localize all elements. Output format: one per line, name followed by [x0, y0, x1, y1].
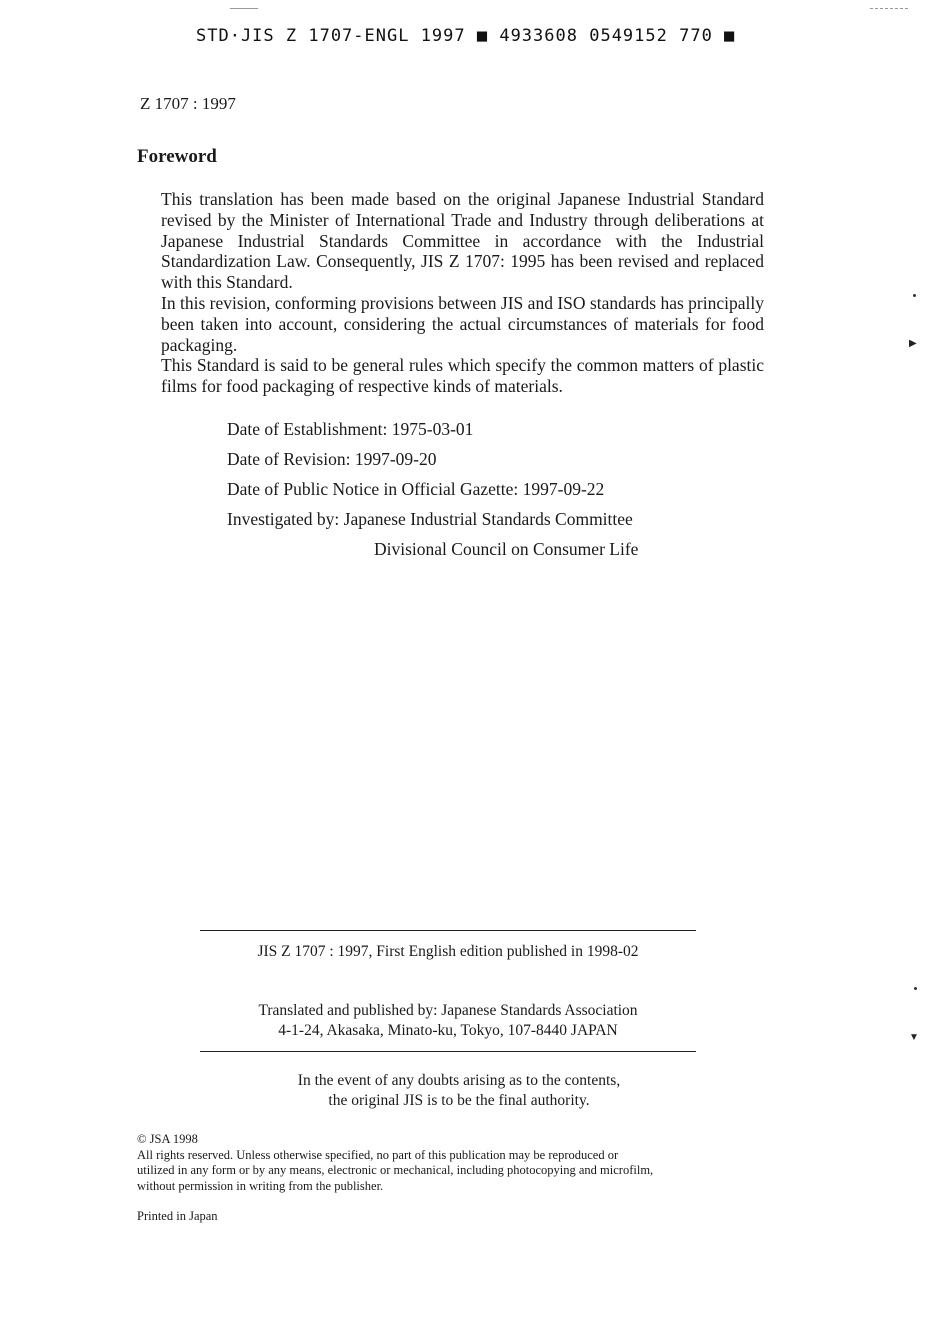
printed-in: Printed in Japan [137, 1209, 218, 1223]
foreword-heading: Foreword [137, 146, 217, 167]
scan-mark-top-right [870, 8, 908, 9]
bottom-divider [200, 1051, 696, 1052]
copyright-line-1: All rights reserved. Unless otherwise specified, no part of this publication may be reproduced or [137, 1147, 619, 1162]
investigated-by: Investigated by: Japanese Industrial Standards Committee [227, 509, 633, 529]
dates-block [227, 418, 638, 568]
foreword-paragraph-2: In this revision, conforming provisions between JIS and ISO standards has principally been taken into account, considering the actual circumstances of materials for food packaging. [161, 292, 764, 355]
scan-speck [913, 294, 916, 297]
scan-mark-top-left [230, 8, 258, 9]
scan-arrow-icon: ▼ [909, 1032, 919, 1043]
authority-notice [200, 1071, 718, 1111]
date-of-public-notice: Date of Public Notice in Official Gazette: 1997-09-22 [227, 479, 605, 499]
scan-speck [914, 987, 917, 990]
foreword-paragraph-3: This Standard is said to be general rules which specify the common matters of plastic films for food packaging of respective kinds of materials. [161, 355, 764, 397]
publisher-line: Translated and published by: Japanese Standards Association [258, 1002, 638, 1019]
edition-line: JIS Z 1707 : 1997, First English edition published in 1998-02 [257, 943, 639, 960]
foreword-body [161, 189, 764, 397]
date-of-establishment: Date of Establishment: 1975-03-01 [227, 419, 474, 439]
document-stamp: STD·JIS Z 1707-ENGL 1997 ■ 4933608 0549152 770 ■ [196, 26, 736, 46]
copyright-mark: © JSA 1998 [137, 1132, 198, 1146]
address-line: 4-1-24, Akasaka, Minato-ku, Tokyo, 107-8440 JAPAN [278, 1022, 618, 1039]
authority-line-1: In the event of any doubts arising as to the contents, [297, 1072, 621, 1089]
top-divider [200, 930, 696, 931]
scan-arrow-icon: ▶ [909, 338, 917, 349]
foreword-paragraph-1: This translation has been made based on the original Japanese Industrial Standard revised by the Minister of International Trade and Industry through deliberations at Japanese Industrial Standards Committee in accordance with the Industrial Standardization Law. Consequently, JIS Z 1707: 1995 has been revised and replaced with this Standard. [161, 189, 764, 293]
copyright-line-2: utilized in any form or by any means, electronic or mechanical, including photocopying and microfilm, [137, 1163, 654, 1177]
investigated-by-council: Divisional Council on Consumer Life [374, 539, 639, 559]
date-of-revision: Date of Revision: 1997-09-20 [227, 449, 437, 469]
document-code: Z 1707 : 1997 [140, 94, 236, 113]
authority-line-2: the original JIS is to be the final authority. [328, 1092, 590, 1109]
copyright-line-3: without permission in writing from the publisher. [137, 1178, 384, 1193]
copyright-block [137, 1132, 777, 1194]
